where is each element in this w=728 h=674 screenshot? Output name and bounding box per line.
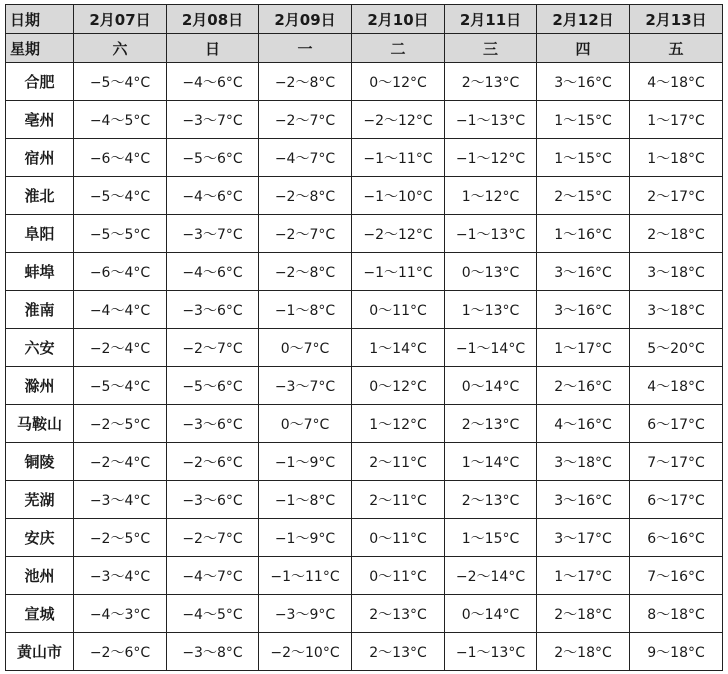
temperature-cell: 2～13°C xyxy=(352,595,445,633)
temperature-cell: 0～14°C xyxy=(445,595,537,633)
temperature-cell: 2～18°C xyxy=(630,215,723,253)
temperature-cell: −2～7°C xyxy=(167,329,259,367)
date-cell: 2月13日 xyxy=(630,5,723,34)
temperature-cell: −1～11°C xyxy=(352,253,445,291)
temperature-cell: 8～18°C xyxy=(630,595,723,633)
temperature-cell: 1～15°C xyxy=(537,139,630,177)
temperature-cell: 0～11°C xyxy=(352,291,445,329)
temperature-cell: −6～4°C xyxy=(74,139,167,177)
temperature-cell: −2～14°C xyxy=(445,557,537,595)
temperature-cell: 4～18°C xyxy=(630,63,723,101)
temperature-cell: 6～17°C xyxy=(630,481,723,519)
city-name: 池州 xyxy=(6,557,74,595)
table-row xyxy=(6,633,723,671)
weekday-cell: 一 xyxy=(259,34,352,63)
temperature-cell: −1～12°C xyxy=(445,139,537,177)
temperature-cell: 3～16°C xyxy=(537,253,630,291)
city-name: 六安 xyxy=(6,329,74,367)
temperature-cell: 1～12°C xyxy=(352,405,445,443)
date-cell: 2月12日 xyxy=(537,5,630,34)
table-row xyxy=(6,367,723,405)
temperature-cell: −1～13°C xyxy=(445,101,537,139)
temperature-cell: −1～11°C xyxy=(352,139,445,177)
temperature-cell: −4～6°C xyxy=(167,253,259,291)
temperature-cell: 2～11°C xyxy=(352,481,445,519)
temperature-cell: 0～7°C xyxy=(259,329,352,367)
weekday-cell: 日 xyxy=(167,34,259,63)
temperature-cell: 2～16°C xyxy=(537,367,630,405)
date-cell: 2月11日 xyxy=(445,5,537,34)
weekday-cell: 三 xyxy=(445,34,537,63)
temperature-cell: 1～12°C xyxy=(445,177,537,215)
temperature-cell: −4～3°C xyxy=(74,595,167,633)
temperature-cell: −5～6°C xyxy=(167,139,259,177)
temperature-cell: 2～13°C xyxy=(445,481,537,519)
date-label: 日期 xyxy=(6,5,74,34)
temperature-cell: 7～16°C xyxy=(630,557,723,595)
temperature-cell: 1～17°C xyxy=(630,101,723,139)
temperature-cell: −2～4°C xyxy=(74,443,167,481)
temperature-cell: 1～14°C xyxy=(352,329,445,367)
city-name: 宣城 xyxy=(6,595,74,633)
temperature-cell: 0～11°C xyxy=(352,557,445,595)
temperature-cell: 3～18°C xyxy=(630,291,723,329)
temperature-cell: −2～7°C xyxy=(167,519,259,557)
table-row xyxy=(6,443,723,481)
table-row xyxy=(6,291,723,329)
temperature-cell: 1～14°C xyxy=(445,443,537,481)
temperature-cell: −5～6°C xyxy=(167,367,259,405)
temperature-cell: 1～18°C xyxy=(630,139,723,177)
temperature-cell: −2～4°C xyxy=(74,329,167,367)
table-row xyxy=(6,557,723,595)
temperature-cell: 6～16°C xyxy=(630,519,723,557)
temperature-cell: 1～17°C xyxy=(537,329,630,367)
table-row xyxy=(6,101,723,139)
temperature-cell: 3～18°C xyxy=(537,443,630,481)
city-name: 合肥 xyxy=(6,63,74,101)
temperature-cell: −3～6°C xyxy=(167,481,259,519)
temperature-cell: −5～4°C xyxy=(74,63,167,101)
temperature-cell: −4～5°C xyxy=(74,101,167,139)
temperature-cell: 4～16°C xyxy=(537,405,630,443)
forecast-table xyxy=(5,4,723,671)
weekday-cell: 五 xyxy=(630,34,723,63)
table-row xyxy=(6,63,723,101)
temperature-cell: −4～6°C xyxy=(167,177,259,215)
temperature-cell: −3～7°C xyxy=(167,215,259,253)
temperature-cell: −3～7°C xyxy=(167,101,259,139)
temperature-cell: −6～4°C xyxy=(74,253,167,291)
weekday-label: 星期 xyxy=(6,34,74,63)
table-row xyxy=(6,481,723,519)
temperature-cell: −2～8°C xyxy=(259,63,352,101)
city-name: 宿州 xyxy=(6,139,74,177)
temperature-cell: 3～16°C xyxy=(537,291,630,329)
temperature-cell: 7～17°C xyxy=(630,443,723,481)
city-name: 马鞍山 xyxy=(6,405,74,443)
city-name: 铜陵 xyxy=(6,443,74,481)
temperature-cell: −2～12°C xyxy=(352,215,445,253)
temperature-cell: 1～15°C xyxy=(537,101,630,139)
temperature-cell: −3～6°C xyxy=(167,291,259,329)
table-row xyxy=(6,329,723,367)
temperature-cell: −2～6°C xyxy=(167,443,259,481)
temperature-cell: −1～14°C xyxy=(445,329,537,367)
temperature-cell: 1～15°C xyxy=(445,519,537,557)
weekday-cell: 六 xyxy=(74,34,167,63)
temperature-cell: −5～5°C xyxy=(74,215,167,253)
temperature-cell: 1～13°C xyxy=(445,291,537,329)
weekday-cell: 二 xyxy=(352,34,445,63)
city-name: 淮南 xyxy=(6,291,74,329)
temperature-cell: −2～12°C xyxy=(352,101,445,139)
temperature-cell: 3～16°C xyxy=(537,63,630,101)
temperature-cell: −1～8°C xyxy=(259,291,352,329)
temperature-cell: −3～7°C xyxy=(259,367,352,405)
city-name: 滁州 xyxy=(6,367,74,405)
temperature-cell: 0～11°C xyxy=(352,519,445,557)
table-row xyxy=(6,519,723,557)
temperature-cell: 0～12°C xyxy=(352,367,445,405)
temperature-cell: −4～4°C xyxy=(74,291,167,329)
city-name: 安庆 xyxy=(6,519,74,557)
temperature-cell: −2～5°C xyxy=(74,405,167,443)
temperature-cell: 3～16°C xyxy=(537,481,630,519)
temperature-cell: −4～6°C xyxy=(167,63,259,101)
city-name: 亳州 xyxy=(6,101,74,139)
date-header-row xyxy=(6,5,723,34)
temperature-cell: −5～4°C xyxy=(74,367,167,405)
temperature-cell: 9～18°C xyxy=(630,633,723,671)
temperature-cell: 0～13°C xyxy=(445,253,537,291)
weekday-cell: 四 xyxy=(537,34,630,63)
temperature-cell: −2～8°C xyxy=(259,253,352,291)
table-row xyxy=(6,595,723,633)
date-cell: 2月08日 xyxy=(167,5,259,34)
temperature-cell: 2～13°C xyxy=(445,405,537,443)
table-row xyxy=(6,139,723,177)
temperature-cell: −1～11°C xyxy=(259,557,352,595)
city-name: 淮北 xyxy=(6,177,74,215)
temperature-cell: 5～20°C xyxy=(630,329,723,367)
city-name: 阜阳 xyxy=(6,215,74,253)
table-row xyxy=(6,177,723,215)
date-cell: 2月10日 xyxy=(352,5,445,34)
temperature-cell: −3～9°C xyxy=(259,595,352,633)
temperature-cell: 2～18°C xyxy=(537,633,630,671)
temperature-cell: 2～13°C xyxy=(445,63,537,101)
temperature-cell: 0～14°C xyxy=(445,367,537,405)
temperature-cell: −3～6°C xyxy=(167,405,259,443)
temperature-cell: −1～9°C xyxy=(259,519,352,557)
temperature-cell: 2～11°C xyxy=(352,443,445,481)
temperature-cell: 6～17°C xyxy=(630,405,723,443)
temperature-cell: 1～16°C xyxy=(537,215,630,253)
temperature-cell: −3～4°C xyxy=(74,557,167,595)
temperature-cell: −2～10°C xyxy=(259,633,352,671)
temperature-cell: −1～10°C xyxy=(352,177,445,215)
temperature-cell: 3～17°C xyxy=(537,519,630,557)
temperature-cell: 2～13°C xyxy=(352,633,445,671)
temperature-cell: 4～18°C xyxy=(630,367,723,405)
temperature-cell: −1～9°C xyxy=(259,443,352,481)
date-cell: 2月09日 xyxy=(259,5,352,34)
temperature-cell: 2～18°C xyxy=(537,595,630,633)
temperature-cell: −3～8°C xyxy=(167,633,259,671)
temperature-cell: −5～4°C xyxy=(74,177,167,215)
temperature-cell: −1～13°C xyxy=(445,633,537,671)
temperature-cell: −2～5°C xyxy=(74,519,167,557)
temperature-cell: −2～7°C xyxy=(259,215,352,253)
city-name: 黄山市 xyxy=(6,633,74,671)
city-name: 芜湖 xyxy=(6,481,74,519)
temperature-cell: −2～6°C xyxy=(74,633,167,671)
date-cell: 2月07日 xyxy=(74,5,167,34)
temperature-cell: −4～7°C xyxy=(167,557,259,595)
temperature-cell: 1～17°C xyxy=(537,557,630,595)
table-row xyxy=(6,253,723,291)
temperature-cell: −4～5°C xyxy=(167,595,259,633)
table-row xyxy=(6,405,723,443)
temperature-cell: −4～7°C xyxy=(259,139,352,177)
temperature-cell: −3～4°C xyxy=(74,481,167,519)
temperature-cell: 2～15°C xyxy=(537,177,630,215)
temperature-cell: 0～12°C xyxy=(352,63,445,101)
city-name: 蚌埠 xyxy=(6,253,74,291)
temperature-cell: 0～7°C xyxy=(259,405,352,443)
temperature-cell: 2～17°C xyxy=(630,177,723,215)
temperature-cell: 3～18°C xyxy=(630,253,723,291)
temperature-cell: −1～13°C xyxy=(445,215,537,253)
temperature-cell: −2～8°C xyxy=(259,177,352,215)
table-row xyxy=(6,215,723,253)
weekday-header-row xyxy=(6,34,723,63)
temperature-cell: −2～7°C xyxy=(259,101,352,139)
temperature-cell: −1～8°C xyxy=(259,481,352,519)
